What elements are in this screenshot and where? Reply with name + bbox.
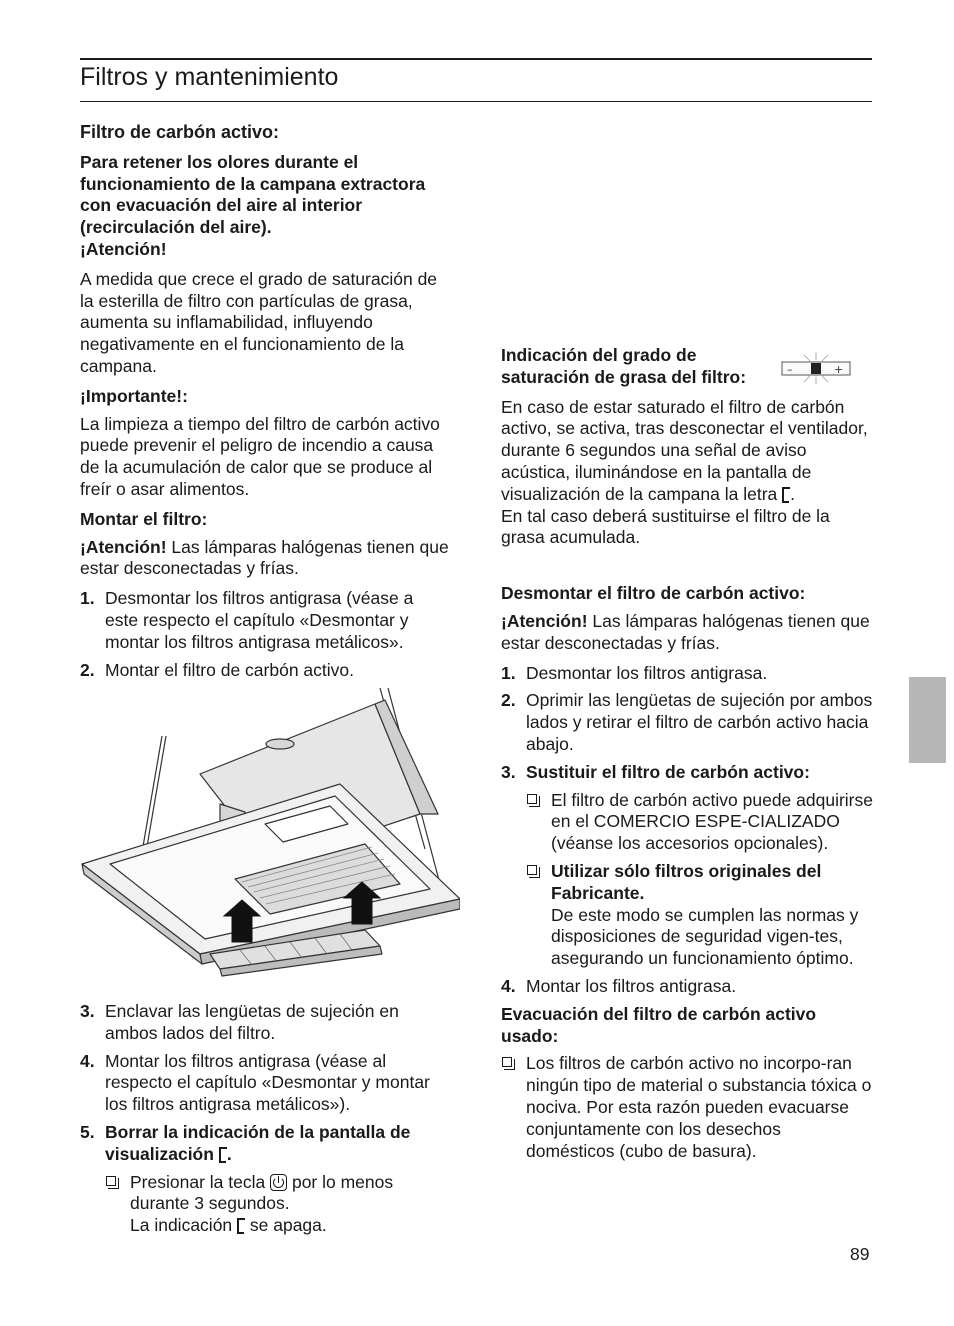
section-heading: Filtro de carbón activo: [80, 122, 280, 142]
list-item [105, 1172, 450, 1237]
bullet-text: La indicación [130, 1215, 233, 1236]
step-number: 1. [501, 662, 516, 683]
left-column-lower [80, 1001, 450, 1243]
bullet-text: se apaga. [245, 1215, 327, 1236]
important-text: La limpieza a tiempo del filtro de carbón activo puede prevenir el peligro de incendio a causa de la acumulación de calor que se produce al freír o asar alimentos. [80, 413, 440, 499]
checkbox-bullet-icon [502, 1057, 512, 1067]
left-column-upper [80, 122, 450, 687]
mount-attention [80, 537, 450, 581]
display-letter-icon [219, 1147, 227, 1162]
step-text: Enclavar las lengüetas de sujeción en ambos lados del filtro. [105, 1001, 399, 1043]
step-text: Sustituir el filtro de carbón activo: [526, 761, 810, 782]
list-item [80, 1122, 450, 1166]
title-underline [80, 101, 872, 102]
list-item [501, 762, 873, 784]
step-number: 4. [80, 1050, 95, 1071]
intro-text: Para retener los olores durante el funcionamiento de la campana extractora con evacuación del aire al interior (recirculación del aire). [80, 151, 426, 238]
list-item [526, 790, 873, 855]
display-letter-icon [237, 1218, 245, 1233]
top-rule [80, 58, 872, 60]
remove-attention [501, 611, 873, 655]
step-text: Borrar la indicación de la pantalla de visualización [105, 1121, 411, 1164]
step-text: Oprimir las lengüetas de sujeción por ambos lados y retirar el filtro de carbón activo hacia abajo. [526, 690, 873, 754]
disposal-heading: Evacuación del filtro de carbón activo usado: [501, 1003, 817, 1046]
step-number: 3. [501, 761, 516, 782]
right-column [501, 345, 873, 1168]
mount-attention-text: Las lámparas halógenas tienen que estar desconectadas y frías. [80, 536, 449, 579]
checkbox-bullet-icon [106, 1176, 116, 1186]
important-label: ¡Importante!: [80, 385, 188, 406]
mount-attention-label: ¡Atención! [80, 536, 167, 557]
step-number: 5. [80, 1121, 95, 1142]
bullet-text: El filtro de carbón activo puede adquirirse en el COMERCIO ESPE-CIALIZADO (véanse los accesorios opcionales). [551, 789, 873, 854]
bullet-text: De este modo se cumplen las normas y disposiciones de seguridad vigen-tes, asegurando un funcionamiento óptimo. [551, 904, 859, 969]
checkbox-bullet-icon [527, 794, 537, 804]
bullet-bold-text: Utilizar sólo filtros originales del Fabricante. [551, 860, 822, 903]
indicator-text [501, 397, 873, 506]
step-text: Montar los filtros antigrasa (véase al respecto el capítulo «Desmontar y montar los filtros antigrasa metálicos»). [105, 1050, 430, 1115]
bullet-text: Presionar la tecla [130, 1171, 266, 1192]
page-title: Filtros y mantenimiento [80, 63, 339, 91]
step-number: 1. [80, 588, 95, 609]
indicator-plus: + [834, 363, 844, 376]
list-item [501, 976, 873, 998]
power-key-icon [270, 1174, 287, 1191]
list-item [80, 1001, 450, 1045]
step-text: Desmontar los filtros antigrasa (véase a este respecto el capítulo «Desmontar y montar los filtros antigrasa metálicos». [105, 588, 414, 652]
attention-label: ¡Atención! [80, 238, 167, 259]
mount-heading: Montar el filtro: [80, 508, 208, 529]
list-item [80, 588, 450, 653]
step-number: 4. [501, 975, 516, 996]
checkbox-bullet-icon [527, 865, 537, 875]
chapter-tab [909, 677, 946, 763]
indicator-minus: – [787, 363, 793, 376]
step-number: 2. [80, 659, 95, 680]
indicator-text-b: . [790, 483, 796, 504]
step-text: Montar los filtros antigrasa. [526, 975, 737, 996]
step-text: Montar el filtro de carbón activo. [105, 659, 355, 680]
step-number: 3. [80, 1001, 95, 1021]
list-item [80, 660, 450, 682]
list-item [501, 690, 873, 755]
indicator-text-replace: En tal caso deberá sustituirse el filtro de la grasa acumulada. [501, 505, 830, 548]
page-number: 89 [850, 1244, 870, 1264]
step-number: 2. [501, 690, 516, 711]
list-item [501, 1053, 873, 1162]
intro-bold [80, 152, 450, 261]
hood-filter-illustration [80, 684, 460, 984]
bullet-text: por lo menos durante 3 segundos. [130, 1171, 394, 1214]
list-item [80, 1051, 450, 1116]
remove-attention-label: ¡Atención! [501, 610, 588, 631]
remove-attention-text: Las lámparas halógenas tienen que estar desconectadas y frías. [501, 610, 870, 653]
indicator-heading: Indicación del grado de saturación de grasa del filtro: [501, 345, 747, 387]
display-letter-icon [782, 487, 790, 502]
list-item [501, 663, 873, 685]
step-text-end: . [226, 1143, 232, 1164]
remove-heading: Desmontar el filtro de carbón activo: [501, 583, 806, 604]
indicator-text-a: En caso de estar saturado el filtro de carbón activo, se activa, tras desconectar el ventilador, durante 6 segundos una señal de aviso acústica, iluminándose en la pantalla de visualización de la campana la letra [501, 396, 868, 504]
step-text: Desmontar los filtros antigrasa. [526, 662, 768, 683]
list-item [526, 861, 873, 970]
bullet-text: Los filtros de carbón activo no incorpo-ran ningún tipo de material o substancia tóxica o nociva. Por esta razón pueden evacuarse conjuntamente con los desechos domésticos (cubo de basura). [526, 1053, 872, 1161]
attention-text: A medida que crece el grado de saturación de la esterilla de filtro con partículas de grasa, aumenta su inflamabilidad, influyendo negativamente en el funcionamiento de la campana. [80, 268, 438, 376]
